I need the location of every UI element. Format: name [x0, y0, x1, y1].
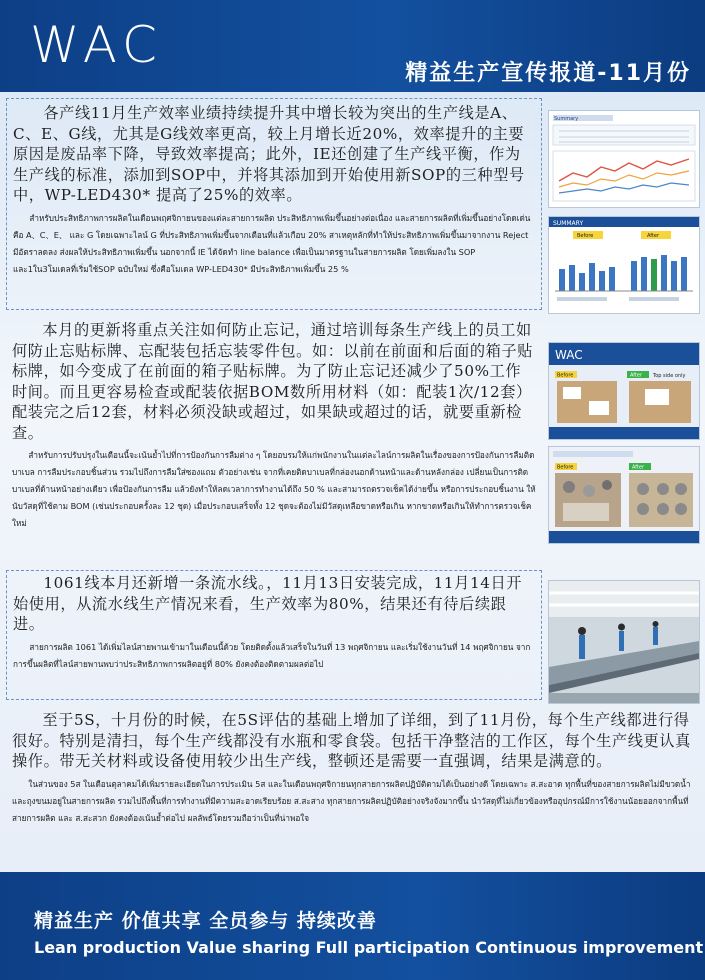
section-efficiency-th: สำหรับประสิทธิภาพการผลิตในเดือนพฤศจิกายนของแต่ละสายการผลิต ประสิทธิภาพเพิ่มขึ้นอย่างต่อเนื่อง และสายการผลิตที่เพิ่มขึ้นอย่างโดดเด่นคือ A、C、E、 และ G โดยเฉพาะไลน์ G ที่ประสิทธิภาพเพิ่มขึ้นจากเดือนที่แล้วเกือบ 20% สาเหตุหลักที่ทำให้ประสิทธิภาพเพิ่มขึ้นมาจากงาน Reject มีอัตราลดลง ส่งผลให้ประสิทธิภาพเพิ่มขึ้น นอกจากนี้ IE ได้จัดทำ line balance เพื่อเป็นมาตรฐานในสายการผลิต โดยเพิ่มลงใน SOP และ1ใน3โมเดลที่เริ่มใช้SOP ฉบับใหม่ ซึ่งคือโมเดล WP-LED430* มีประสิทธิภาพเพิ่มขึ้น 25 %: [13, 212, 531, 274]
assembly-line-graphic: [549, 581, 699, 703]
label-after-caption: Top side only: [653, 373, 686, 379]
main-content: [0, 92, 705, 872]
bom-before: Before: [557, 464, 574, 471]
efficiency-chart-image: [548, 110, 700, 208]
efficiency-chart-heading: Summary: [554, 116, 579, 122]
summary-panel-image: [548, 216, 700, 314]
label-panel-logo: WAC: [555, 348, 583, 362]
label-after: After: [630, 372, 643, 379]
summary-heading: SUMMARY: [553, 220, 584, 227]
section-efficiency-zh: 各产线11月生产效率业绩持续提升其中增长较为突出的生产线是A、C、E、G线，尤其是G线效率更高，较上月增长近20%，效率提升的主要原因是废品率下降，导致效率提高；此外，IE还创建了生产线平衡，作为生产线的标准，添加到SOP中，并将其添加到开始使用新SOP的三种型号中，WP-LED430* 提高了25%的效率。: [13, 104, 525, 204]
section-5s: [6, 708, 700, 868]
section-efficiency: [6, 98, 542, 310]
bom-after: After: [632, 464, 645, 471]
slogan-english: Lean production Value sharing Full participation Continuous improvement: [34, 938, 704, 957]
page-header: [0, 0, 705, 92]
label-panel-graphic: [549, 343, 699, 439]
bom-panel-image: [548, 446, 700, 544]
bom-panel-graphic: [549, 447, 699, 543]
section-5s-th: ในส่วนของ 5ส ในเดือนตุลาคมได้เพิ่มรายละเอียดในการประเมิน 5ส และในเดือนพฤศจิกายนทุกสายการผลิตปฏิบัติตามได้เป็นอย่างดี โดยเฉพาะ ส.สะอาด ทุกพื้นที่ของสายการผลิตไม่มีขวดน้ำและถุงขนมอยู่ในสายการผลิต รวมไปถึงพื้นที่การทำงานที่มีความสะอาดเรียบร้อย ส.สะสาง ทุกสายการผลิตปฏิบัติอย่างจริงจังมากขึ้น นำวัสดุที่ไม่เกี่ยวข้องหรืออุปกรณ์มีการใช้งานน้อยออกจากพื้นที่สายการผลิต และ ส.สะสวก ยังคงต้องเน้นย้ำต่อไป ผลลัพธ์โดยรวมถือว่าเป็นที่น่าพอใจ: [12, 778, 691, 823]
section-new-line: [6, 570, 542, 700]
section-forgetting-th: สำหรับการปรับปรุงในเดือนนี้จะเน้นย้ำไปที่การป้องกันการลืมต่าง ๆ โดยอบรมให้แก่พนักงานในแต่ละไลน์การผลิตในเรื่องของการป้องกันการลืมติดบาเบล การลืมประกอบชิ้นส่วน รวมไปถึงการลืมใส่ซองแถม ตัวอย่างเช่น จากที่เคยติดบาเบลที่กล่องนอกด้านหน้าและด้านหลังกล่อง เปลี่ยนเป็นการติดบาเบลที่ด้านหน้าอย่างเดียว เพื่อป้องกันการลืม แล้วยังทำให้ลดเวลาการทำงานได้ถึง 50 % และสามารถตรวจเช็คได้ง่ายขึ้น หรือการประกอบชิ้นงาน ให้นับวัสดุที่ใช้ตาม BOM (เช่นประกอบครั้งละ 12 ชุด) เมื่อประกอบเสร็จทั้ง 12 ชุดจะต้องไม่มีวัสดุเหลือขาดหรือเกิน หากขาดหรือเกินให้ทำการตรวจเช็คใหม่: [12, 450, 536, 528]
efficiency-chart-graphic: [549, 111, 699, 207]
summary-before-label: Before: [577, 233, 594, 239]
page-title: 精益生产宣传报道-11月份: [405, 61, 691, 86]
label-panel-image: [548, 342, 700, 440]
slogan-chinese: 精益生产 价值共享 全员参与 持续改善: [34, 910, 377, 932]
assembly-line-photo: [548, 580, 700, 704]
summary-panel-graphic: [549, 217, 699, 313]
summary-after-label: After: [647, 233, 660, 239]
section-forgetting-zh: 本月的更新将重点关注如何防止忘记，通过培训每条生产线上的员工如何防止忘贴标牌、忘配装包括忘装零件包。如：以前在前面和后面的箱子贴标牌，如今变成了在前面的箱子贴标牌。为了防止忘记还减少了50%工作时间。而且更容易检查或配装依据BOM数所用材料（如：配装1次/12套）配装完之后12套，材料必须没缺或超过，如果缺或超过的话，就要重新检查。: [12, 321, 533, 442]
label-before: Before: [557, 372, 574, 379]
section-new-line-zh: 1061线本月还新增一条流水线。，11月13日安装完成，11月14日开始使用，从流水线生产情况来看，生产效率为80%，结果还有待后续跟进。: [13, 574, 523, 633]
page-footer: [0, 872, 705, 980]
section-forgetting: [6, 318, 542, 564]
wac-logo: WAC: [30, 16, 163, 74]
section-5s-zh: 至于5S，十月份的时候，在5S评估的基础上增加了详细，到了11月份，每个生产线都进行得很好。特别是清扫，每个生产线都没有水瓶和零食袋。包括干净整洁的工作区，每个生产线更认真操作。带无关材料或设备使用较少出生产线，整顿还是需要一直强调，结果是满意的。: [12, 711, 691, 770]
section-new-line-th: สายการผลิต 1061 ได้เพิ่มไลน์สายพานเข้ามาในเดือนนี้ด้วย โดยติดตั้งแล้วเสร็จในวันที่ 13 พฤศจิกายน และเริ่มใช้งานวันที่ 14 พฤศจิกายน จากการขึ้นผลิตที่ไลน์สายพานพบว่าประสิทธิภาพการผลิตอยู่ที่ 80% ยังคงต้องติดตามผลต่อไป: [13, 641, 531, 669]
